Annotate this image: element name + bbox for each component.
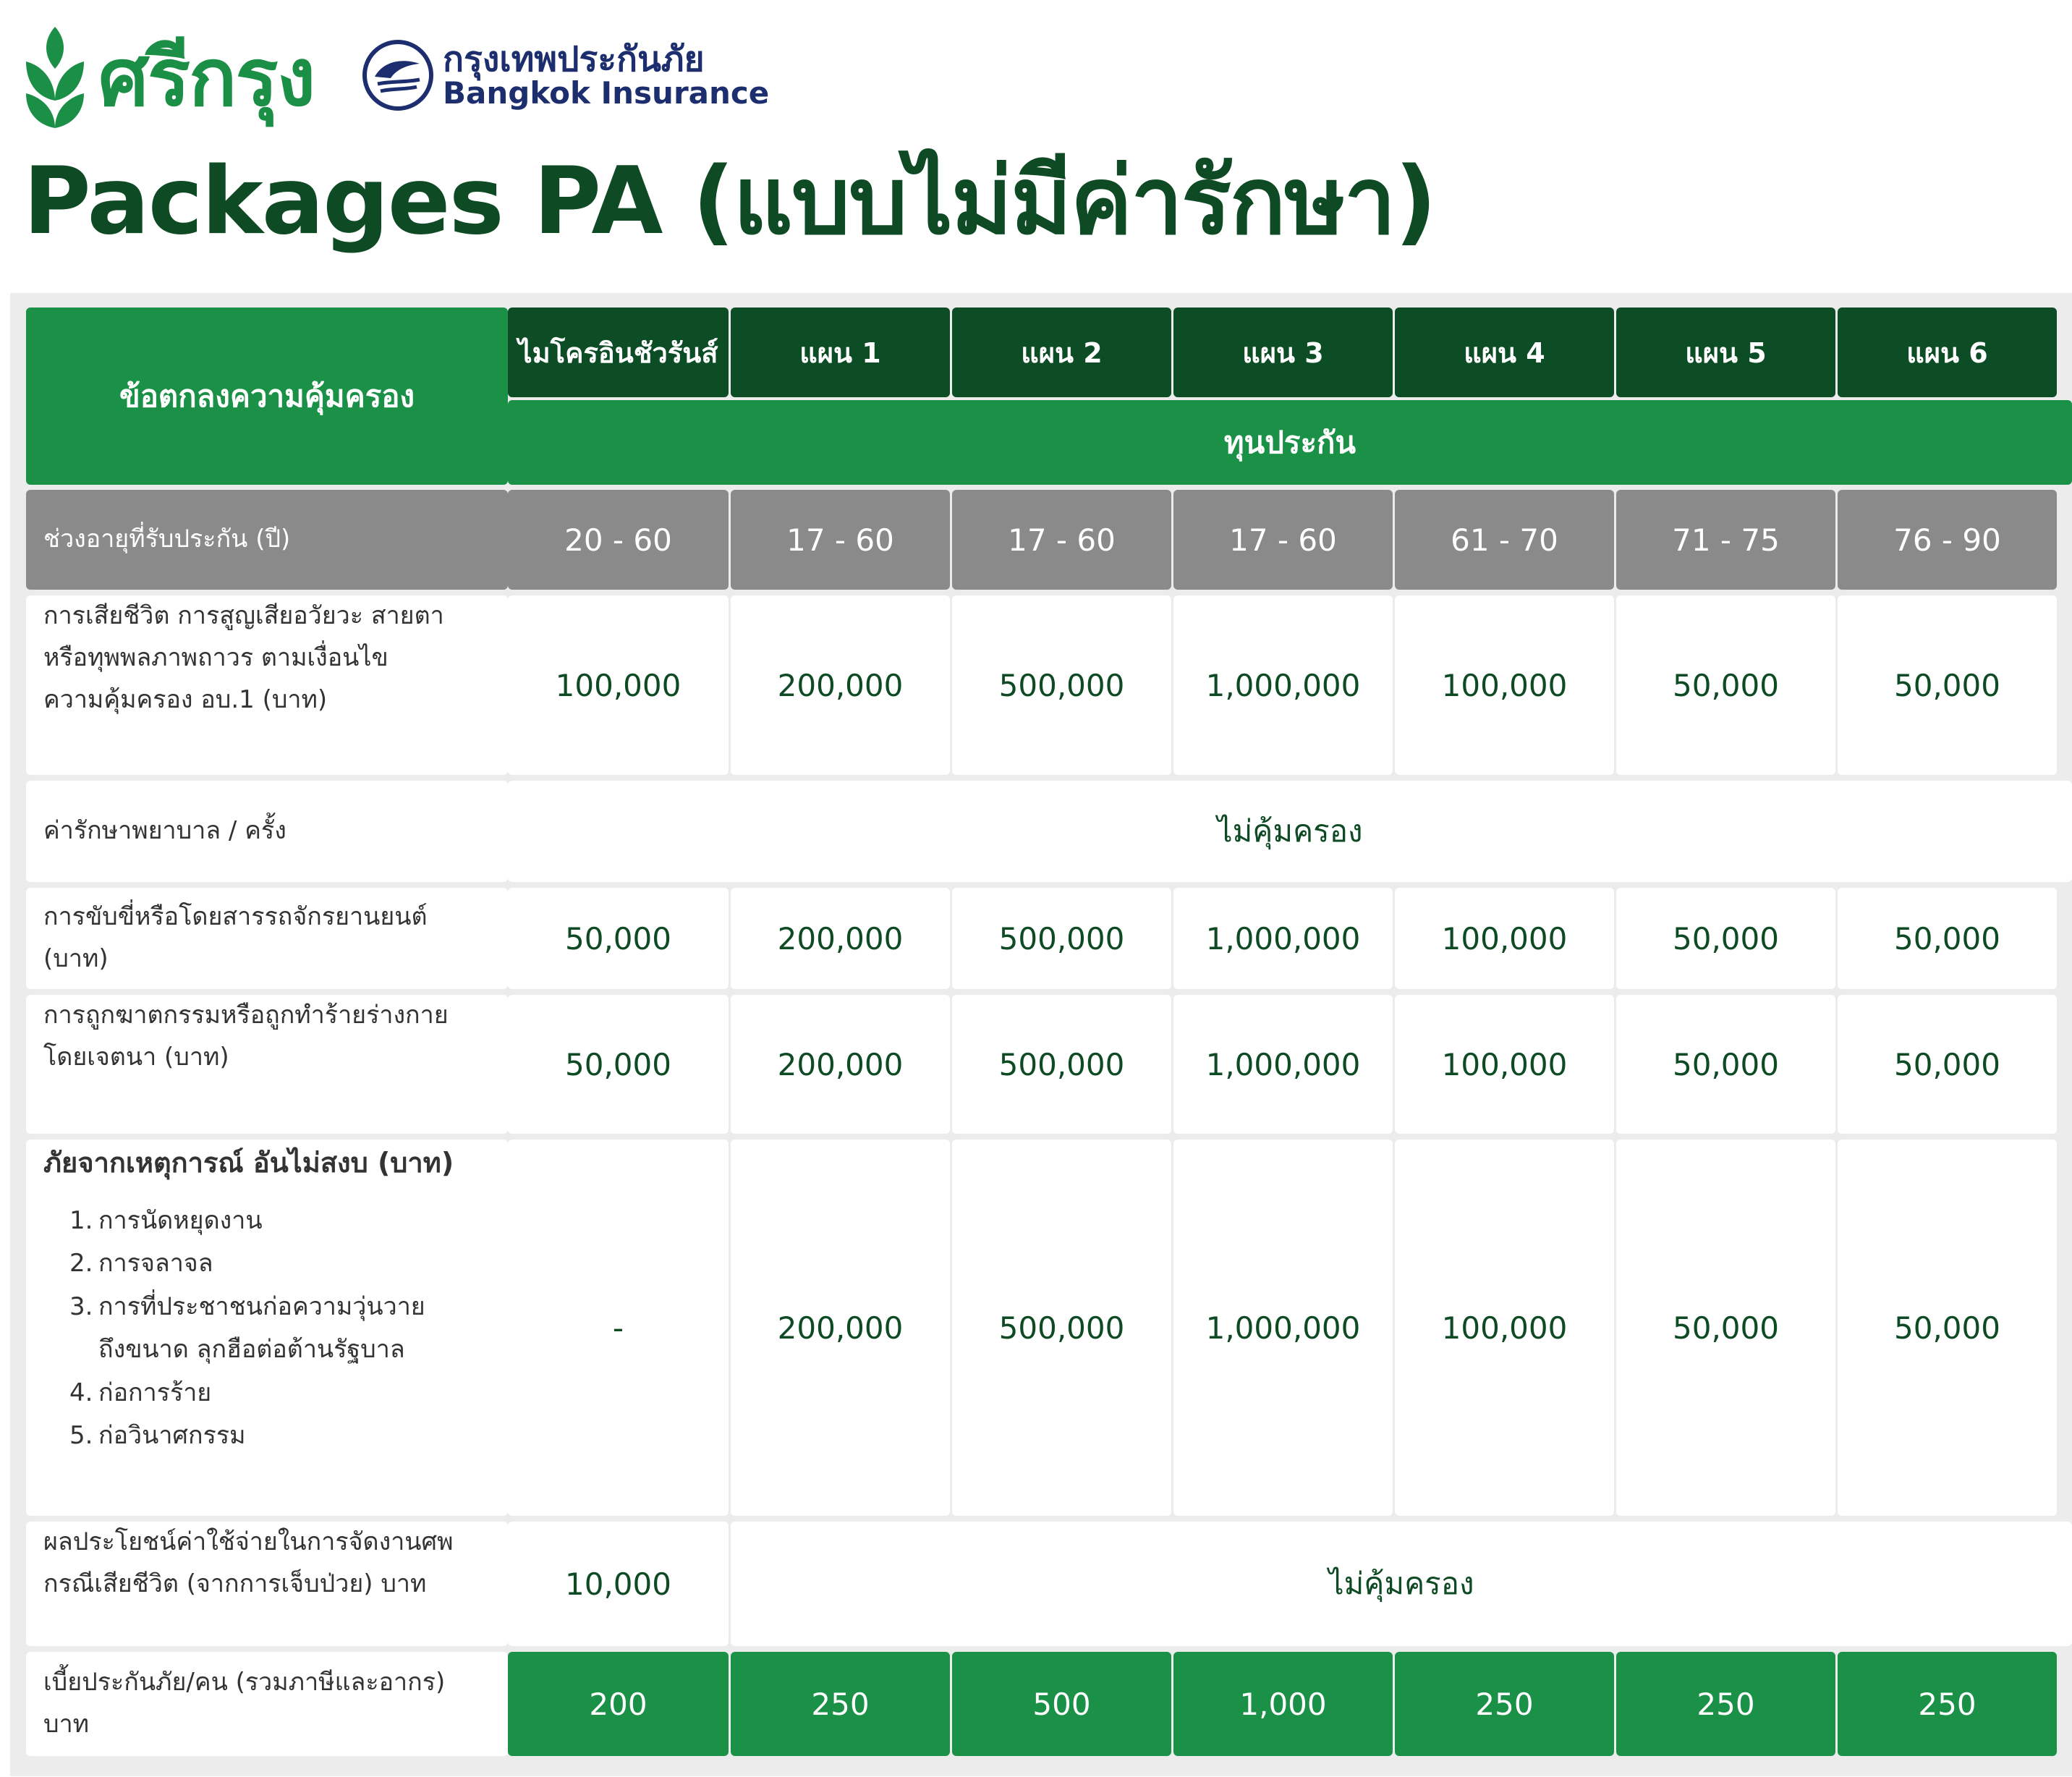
plan-header-micro: ไมโครอินชัวรันส์ xyxy=(508,308,729,397)
riot-title: ภัยจากเหตุการณ์ อันไม่สงบ (บาท) xyxy=(43,1147,454,1179)
motorcycle-value: 1,000,000 xyxy=(1173,888,1393,989)
riot-value: 500,000 xyxy=(952,1140,1171,1516)
death-value: 50,000 xyxy=(1838,595,2057,775)
premium-value: 250 xyxy=(1838,1652,2057,1756)
premium-value: 1,000 xyxy=(1173,1652,1393,1756)
motorcycle-value: 50,000 xyxy=(1616,888,1835,989)
death-value: 500,000 xyxy=(952,595,1171,775)
funeral-not-covered: ไม่คุ้มครอง xyxy=(731,1522,2072,1646)
murder-value: 50,000 xyxy=(508,995,729,1134)
age-value: 71 - 75 xyxy=(1616,490,1835,590)
riot-item: 2. การจลาจล xyxy=(69,1249,213,1278)
death-value: 200,000 xyxy=(731,595,950,775)
page-title: Packages PA (แบบไม่มีค่ารักษา) xyxy=(23,148,1436,255)
premium-value: 250 xyxy=(1616,1652,1835,1756)
plan-header-1: แผน 1 xyxy=(731,308,950,397)
riot-value: 1,000,000 xyxy=(1173,1140,1393,1516)
age-value: 17 - 60 xyxy=(952,490,1171,590)
plan-header-5: แผน 5 xyxy=(1616,308,1835,397)
motorcycle-value: 100,000 xyxy=(1395,888,1614,989)
sprout-logo-icon xyxy=(22,27,88,128)
bird-logo-icon xyxy=(362,39,434,111)
riot-value: 200,000 xyxy=(731,1140,950,1516)
murder-label-line: การถูกฆาตกรรมหรือถูกทำร้ายร่างกาย xyxy=(43,1001,449,1030)
death-label-line: การเสียชีวิต การสูญเสียอวัยวะ สายตา xyxy=(43,601,444,630)
death-value: 50,000 xyxy=(1616,595,1835,775)
riot-value: - xyxy=(508,1140,729,1516)
premium-row-label: เบี้ยประกันภัย/คน (รวมภาษีและอากร) บาท xyxy=(26,1652,508,1756)
premium-value: 200 xyxy=(508,1652,729,1756)
bki-thai-name: กรุงเทพประกันภัย xyxy=(443,38,705,80)
death-value: 100,000 xyxy=(1395,595,1614,775)
package-table xyxy=(10,293,2072,1776)
murder-value: 500,000 xyxy=(952,995,1171,1134)
plan-header-6: แผน 6 xyxy=(1838,308,2057,397)
motorcycle-value: 200,000 xyxy=(731,888,950,989)
riot-item: 5. ก่อวินาศกรรม xyxy=(69,1421,246,1451)
death-label-line: หรือทุพพลภาพถาวร ตามเงื่อนไข xyxy=(43,642,388,672)
funeral-label-line: กรณีเสียชีวิต (จากการเจ็บป่วย) บาท xyxy=(43,1569,427,1598)
murder-row-label xyxy=(26,995,508,1134)
sum-insured-band: ทุนประกัน xyxy=(508,400,2072,485)
death-value: 1,000,000 xyxy=(1173,595,1393,775)
death-label-line: ความคุ้มครอง อบ.1 (บาท) xyxy=(43,684,328,714)
riot-list xyxy=(43,1200,425,1458)
death-row-label xyxy=(26,595,508,775)
murder-value: 100,000 xyxy=(1395,995,1614,1134)
plan-header-3: แผน 3 xyxy=(1173,308,1393,397)
death-value: 100,000 xyxy=(508,595,729,775)
riot-row-label xyxy=(26,1140,508,1516)
motorcycle-value: 50,000 xyxy=(1838,888,2057,989)
age-value: 17 - 60 xyxy=(731,490,950,590)
age-value: 20 - 60 xyxy=(508,490,729,590)
age-value: 17 - 60 xyxy=(1173,490,1393,590)
age-value: 61 - 70 xyxy=(1395,490,1614,590)
funeral-label-line: ผลประโยชน์ค่าใช้จ่ายในการจัดงานศพ xyxy=(43,1527,454,1556)
murder-value: 200,000 xyxy=(731,995,950,1134)
riot-item: 3. การที่ประชาชนก่อความวุ่นวาย ถึงขนาด ลุกฮือต่อต้านรัฐบาล xyxy=(69,1292,425,1365)
plan-header-4: แผน 4 xyxy=(1395,308,1614,397)
bki-brand xyxy=(362,32,769,119)
medical-not-covered: ไม่คุ้มครอง xyxy=(508,781,2072,882)
page-header xyxy=(0,0,2072,289)
riot-item: 1. การนัดหยุดงาน xyxy=(69,1205,263,1235)
motorcycle-value: 50,000 xyxy=(508,888,729,989)
motorcycle-row-label: การขับขี่หรือโดยสารรถจักรยานยนต์ (บาท) xyxy=(26,888,508,989)
riot-item: 4. ก่อการร้าย xyxy=(69,1378,212,1407)
premium-value: 500 xyxy=(952,1652,1171,1756)
murder-value: 50,000 xyxy=(1616,995,1835,1134)
medical-row-label: ค่ารักษาพยาบาล / ครั้ง xyxy=(26,781,508,882)
premium-value: 250 xyxy=(731,1652,950,1756)
funeral-micro-value: 10,000 xyxy=(508,1522,729,1646)
premium-value: 250 xyxy=(1395,1652,1614,1756)
coverage-header: ข้อตกลงความคุ้มครอง xyxy=(26,308,508,485)
murder-label-line: โดยเจตนา (บาท) xyxy=(43,1042,229,1072)
riot-value: 50,000 xyxy=(1838,1140,2057,1516)
age-row-label: ช่วงอายุที่รับประกัน (ปี) xyxy=(26,490,508,590)
funeral-row-label xyxy=(26,1522,508,1646)
srikrung-brand xyxy=(22,23,314,132)
age-value: 76 - 90 xyxy=(1838,490,2057,590)
riot-value: 100,000 xyxy=(1395,1140,1614,1516)
plan-header-2: แผน 2 xyxy=(952,308,1171,397)
riot-value: 50,000 xyxy=(1616,1140,1835,1516)
srikrung-name: ศรีกรุง xyxy=(98,31,315,124)
motorcycle-value: 500,000 xyxy=(952,888,1171,989)
bki-en-name: Bangkok Insurance xyxy=(443,75,770,111)
murder-value: 1,000,000 xyxy=(1173,995,1393,1134)
murder-value: 50,000 xyxy=(1838,995,2057,1134)
